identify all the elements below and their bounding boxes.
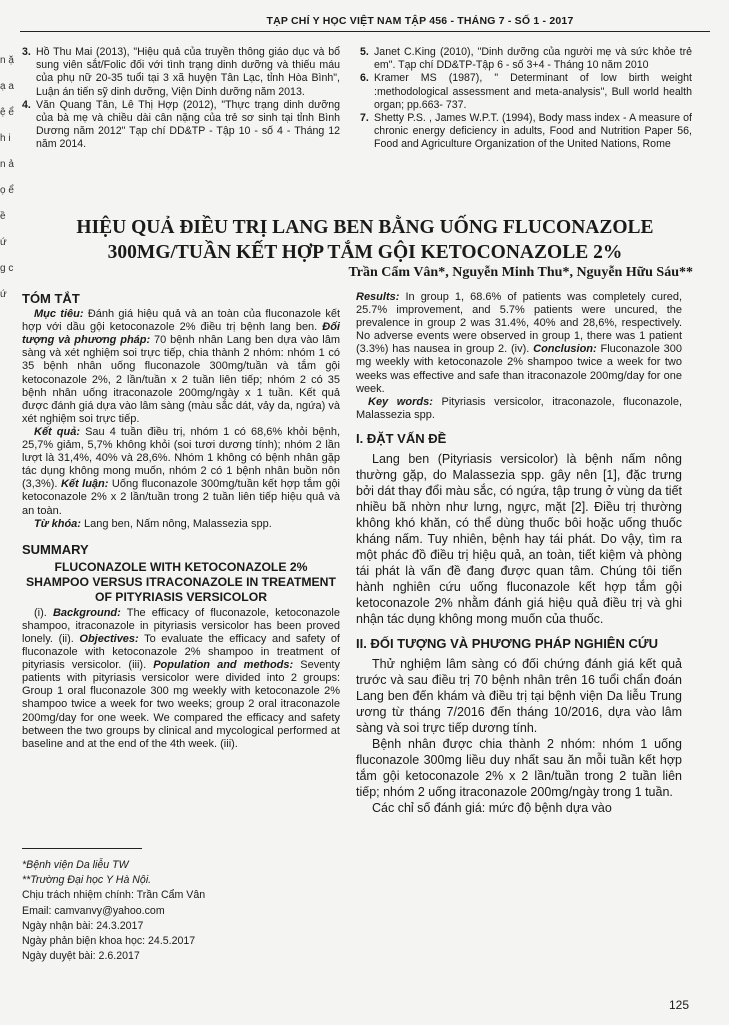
summary-heading: SUMMARY <box>22 541 89 557</box>
footnote-affiliation-1: *Bệnh viện Da liễu TW <box>22 859 129 871</box>
journal-header: TẠP CHÍ Y HỌC VIỆT NAM TẬP 456 - THÁNG 7 - SỐ 1 - 2017 <box>266 15 574 27</box>
label-tu-khoa: Từ khóa: <box>34 517 81 530</box>
objectives-text: To evaluate the efficacy and safety of fluconazole with ketoconazole 2% shampoo in treatment of pityriasis versicolor. (iii). <box>22 632 340 672</box>
header-rule <box>20 31 710 32</box>
ref-number: 5. <box>360 46 369 58</box>
label-objectives: Objectives: <box>79 632 139 645</box>
left-column <box>22 292 340 751</box>
section-2-body <box>356 656 682 816</box>
title-line-1: HIỆU QUẢ ĐIỀU TRỊ LANG BEN BẰNG UỐNG FLUCONAZOLE <box>76 217 654 238</box>
label-results: Results: <box>356 291 400 303</box>
reference-item <box>22 46 340 99</box>
tu-khoa-text: Lang ben, Nấm nông, Malassezia spp. <box>80 517 272 530</box>
reference-item <box>360 72 692 112</box>
muc-tieu-text: Đánh giá hiệu quả và an toàn của fluconazole kết hợp với dầu gội ketoconazole 2% điều trị bệnh lang ben. <box>22 308 340 334</box>
ref-number: 6. <box>360 72 369 85</box>
section-2-para-3: Các chỉ số đánh giá: mức độ bệnh dựa vào <box>372 801 612 816</box>
ref-number: 3. <box>22 46 31 58</box>
section-2-heading: II. ĐỐI TƯỢNG VÀ PHƯƠNG PHÁP NGHIÊN CỨU <box>356 636 659 652</box>
footnote-email: Email: camvanvy@yahoo.com <box>22 904 165 917</box>
label-ket-qua: Kết quả: <box>34 425 81 438</box>
abstract-vi <box>22 308 340 426</box>
footnote-corresponding: Chịu trách nhiệm chính: Trần Cẩm Vân <box>22 889 206 902</box>
reference-item <box>360 112 692 152</box>
summary-title: FLUCONAZOLE WITH KETOCONAZOLE 2% SHAMPOO VERSUS ITRACONAZOLE IN TREATMENT OF PITYRIASIS VERSICOLOR <box>26 559 336 604</box>
abstract-heading: TÓM TẮT <box>22 291 80 306</box>
ref-text: Hồ Thu Mai (2013), "Hiệu quả của truyền thông giáo dục và bổ sung viên sắt/Folic đối với tình trạng dinh dưỡng và thiếu máu của phụ nữ 20-35 tuổi tại 3 xã huyện Tân Lạc, tỉnh Hòa Bình", Luận án tiến sỹ dinh dưỡng, Viện Dinh dưỡng năm 2013. <box>36 46 340 98</box>
label-keywords: Key words: <box>368 395 433 408</box>
doi-tuong-text: 70 bệnh nhân Lang ben dựa vào lâm sàng và xét nghiệm soi trực tiếp, chia thành 2 nhóm: nhóm 1 có 35 bệnh nhân uống fluconazole 300mg/tuần và tắm gội ketoconazole 2%, 2 lần/tuần x 2 tuần liên tiếp; nhóm 2 có 35 bệnh nhân uống itraconazole 200mg/ngày x 1 tuần. Kết quả được đánh giá dựa vào lâm sàng (màu sắc dát, vảy da, ngứa) và xét nghiệm soi trực tiếp. <box>22 334 340 425</box>
conclusion-text: Fluconazole 300 mg weekly with ketoconazole 2% shampoo twice a week for two weeks was effective and safe than itraconazole 200mg/day for one week. <box>356 343 683 395</box>
methods-text: Seventy patients with pityriasis versicolor were divided into 2 groups: Group 1 oral fluconazole 300 mg weekly with ketoconazole 2% shampoo twice a week for two weeks; group 2 oral itraconazole 200mg/day for one week. We compared the efficacy and safety between the two groups by clinical and mycological performed at baseline and at the end of the 4th week. (iii). <box>22 659 340 750</box>
references-right <box>360 46 692 152</box>
background-text: The efficacy of fluconazole, ketoconazole shampoo, itraconazole in pityriasis versicolor has been proved lonely. <box>22 606 340 645</box>
right-column <box>356 291 682 816</box>
abstract-vi-results <box>22 426 340 518</box>
section-2-para-2: Bệnh nhân được chia thành 2 nhóm: nhóm 1 uống fluconazole 300mg liều duy nhất sau ăn mỗi tuần kết hợp tắm gội ketoconazole 2% x 2 lần/tuần trong 2 tuần liên tiếp; nhóm 2 uống itraconazole 200mg/ngày trong 1 tuần. <box>356 737 682 800</box>
summary-text <box>22 607 340 751</box>
label-methods: Population and methods: <box>153 659 294 672</box>
reference-item <box>360 46 692 72</box>
label-background: Background: <box>52 606 121 619</box>
ket-qua-text: Sau 4 tuần điều trị, nhóm 1 có 68,6% khỏi bệnh, 25,7% giảm, 5,7% không khỏi (soi tươi dương tính); nhóm 2 lần lượt là 31,4%, 40% và 28,6%. Nhóm 1 không có bệnh nhân gặp tác dụng không mong muốn, nhóm 2 có 1 bệnh nhân buồn nôn (3,3%). <box>22 425 340 491</box>
margin-fragments: n ặ ạ a ệ ể h i n ả ọ ể ề ứ g c ứ <box>0 55 14 300</box>
section-1-heading: I. ĐẶT VẤN ĐỀ <box>356 430 447 446</box>
footnote-rule <box>22 848 142 849</box>
results-text: In group 1, 68.6% of patients was completely cured, 25.7% improvement, and 5.7% patients were uncured, the prevalence in group 2 was 31.4%, 40% and 28,6%, respectively. No adverse events were observed in group 1, there was 1 patient (3.3%) has nausea in group 2. (iv). <box>356 291 682 356</box>
title-line-2: 300MG/TUẦN KẾT HỢP TẮM GỘI KETOCONAZOLE 2% <box>107 242 623 263</box>
section-1-body <box>356 451 682 627</box>
section-1-text: Lang ben (Pityriasis versicolor) là bệnh nấm nông thường gặp, do Malassezia spp. gây nên [1], đặc trưng bởi dát thay đổi màu sắc, có ngứa, tập trung ở vùng da tiết nhiều bã nhờn như lưng, ngực, mặt [2]. Điều trị thường không khó khăn, có thể dùng thuốc bôi hoặc uống thuốc kháng nấm. Tuy nhiên, bệnh hay tái phát. Do vậy, tìm ra một phác đồ điều trị hiệu quả, an toàn, tiết kiệm và phòng tái phát là vấn đề đang được quan tâm. Chúng tôi tiến hành nghiên cứu uống fluconazole kết hợp tắm gội ketoconazole 2% nhằm đánh giá hiệu quả điều trị và ghi nhận tác dụng không mong muốn của thuốc. <box>356 452 682 627</box>
ref-text: Kramer MS (1987), " Determinant of low birth weight :methodological assessment and meta-analysis", Bull world health organ; pp.663- 737. <box>374 72 692 111</box>
keywords-text: Pityriasis versicolor, itraconazole, fluconazole, Malassezia spp. <box>356 395 682 421</box>
label-doi-tuong: Đối tượng và phương pháp: <box>22 321 340 347</box>
summary-continued <box>356 291 682 396</box>
ref-number: 4. <box>22 98 31 111</box>
footnote-accepted: Ngày duyệt bài: 2.6.2017 <box>22 950 140 963</box>
section-2-para-1: Thử nghiệm lâm sàng có đối chứng đánh giá kết quả trước và sau điều trị 70 bệnh nhân trên 16 tuổi chẩn đoán Lang ben đến khám và điều trị tại bệnh viện Da liễu Trung ương từ tháng 7/2016 đến tháng 10/2016, dựa vào lâm sàng và soi trực tiếp dương tính. <box>356 657 682 736</box>
reference-item <box>22 99 340 152</box>
ket-luan-text: Uống fluconazole 300mg/tuần kết hợp tắm gội ketoconazole 2% x 2 lần/tuần trong 2 tuần liên tiếp hiệu quả và an toàn. <box>22 478 341 517</box>
ref-text: Văn Quang Tân, Lê Thị Hợp (2012), "Thực trạng dinh dưỡng của bà mẹ và chiều dài cân nặng của trẻ sơ sinh tại tỉnh Bình Dương năm 2012" Tạp chí DD&TP - Tập 10 - số 4 - Tháng 12 năm 2014. <box>36 98 340 151</box>
article-title <box>40 215 690 265</box>
label-muc-tieu: Mục tiêu: <box>34 308 84 321</box>
summary-lead-2: (ii). <box>58 632 80 645</box>
footnote-affiliation-2: **Trường Đại học Y Hà Nội. <box>22 874 152 887</box>
summary-lead-1: (i). <box>34 606 53 619</box>
label-conclusion: Conclusion: <box>533 343 597 356</box>
ref-text: Janet C.King (2010), "Dinh dưỡng của người mẹ và sức khỏe trẻ em". Tạp chí DD&TP-Tập 6 - số 3+4 - Tháng 10 năm 2010 <box>374 46 692 72</box>
footnotes <box>22 858 342 964</box>
ref-text: Shetty P.S. , James W.P.T. (1994), Body mass index - A measure of chronic energy deficiency in adults, Food and Nutrition Paper 56, Food and Agriculture Organization of the United Nations, Rome <box>374 112 692 151</box>
footnote-received: Ngày nhận bài: 24.3.2017 <box>22 919 144 932</box>
page-number: 125 <box>668 998 689 1012</box>
footnote-reviewed: Ngày phản biện khoa học: 24.5.2017 <box>22 935 196 948</box>
ref-number: 7. <box>360 112 369 125</box>
summary-keywords <box>356 396 682 422</box>
label-ket-luan: Kết luận: <box>60 478 109 491</box>
authors: Trần Cẩm Vân*, Nguyễn Minh Thu*, Nguyễn Hữu Sáu** <box>348 265 693 280</box>
references-left <box>22 46 340 152</box>
abstract-vi-keywords <box>22 518 340 531</box>
